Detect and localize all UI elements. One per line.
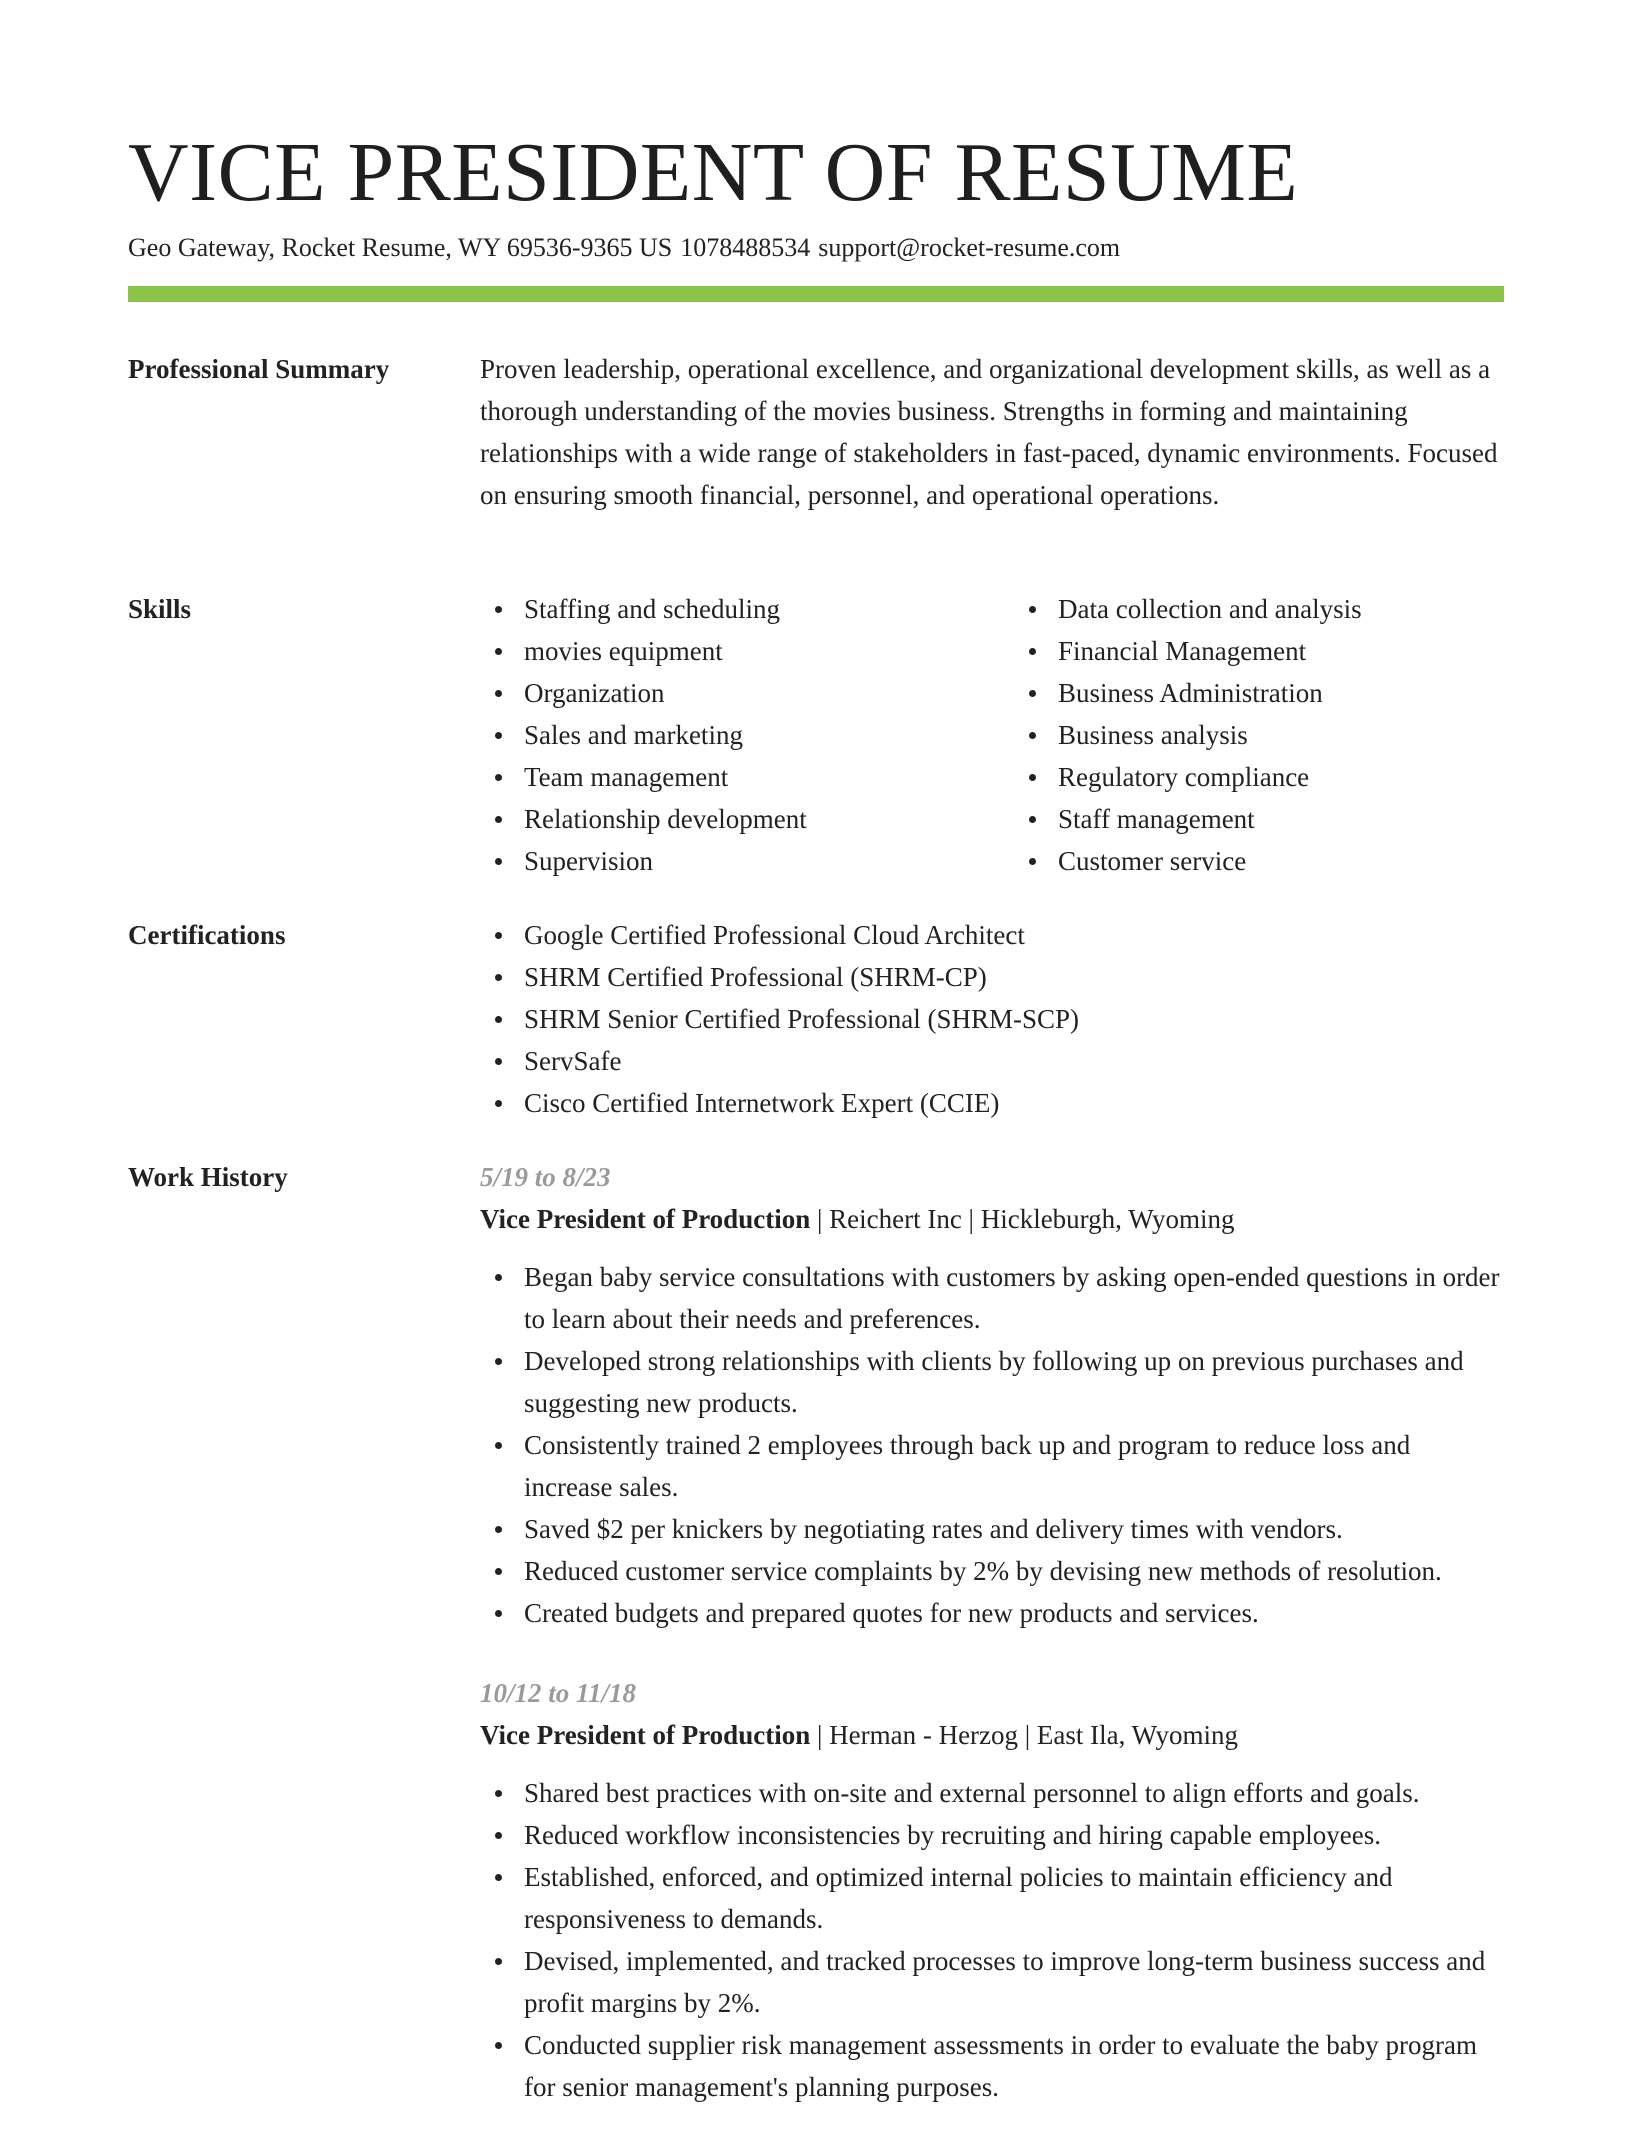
job-bullet: Consistently trained 2 employees through back up and program to reduce loss and increase sales. (524, 1424, 1504, 1508)
summary-heading: Professional Summary (128, 354, 390, 384)
certifications-list (480, 914, 1504, 1124)
contact-phone: 1078488534 (680, 233, 811, 262)
job-bullet: Saved $2 per knickers by negotiating rates and delivery times with vendors. (524, 1508, 1504, 1550)
skill-item: Regulatory compliance (1058, 756, 1504, 798)
skills-list-left (480, 588, 970, 882)
certification-item: Cisco Certified Internetwork Expert (CCIE) (524, 1082, 1504, 1124)
job-title: Vice President of Production (480, 1204, 811, 1234)
certification-item: SHRM Certified Professional (SHRM-CP) (524, 956, 1504, 998)
job-dates: 10/12 to 11/18 (480, 1678, 637, 1708)
skill-item: movies equipment (524, 630, 970, 672)
contact-line (128, 230, 1120, 266)
job-bullet: Reduced workflow inconsistencies by recruiting and hiring capable employees. (524, 1814, 1504, 1856)
job-bullet: Created budgets and prepared quotes for new products and services. (524, 1592, 1504, 1634)
job-bullet: Established, enforced, and optimized internal policies to maintain efficiency and responsiveness to demands. (524, 1856, 1504, 1940)
skill-item: Data collection and analysis (1058, 588, 1504, 630)
certification-item: SHRM Senior Certified Professional (SHRM-SCP) (524, 998, 1504, 1040)
resume-name: VICE PRESIDENT OF RESUME (128, 126, 1299, 219)
skill-item: Business analysis (1058, 714, 1504, 756)
job-entry (480, 1672, 1504, 2108)
job-bullets (480, 1772, 1504, 2108)
header-divider (128, 286, 1504, 302)
job-bullet: Reduced customer service complaints by 2% by devising new methods of resolution. (524, 1550, 1504, 1592)
job-bullet: Devised, implemented, and tracked processes to improve long-term business success and profit margins by 2%. (524, 1940, 1504, 2024)
work-history-heading: Work History (128, 1162, 288, 1192)
certification-item: Google Certified Professional Cloud Architect (524, 914, 1504, 956)
skill-item: Relationship development (524, 798, 970, 840)
skill-item: Team management (524, 756, 970, 798)
skill-item: Customer service (1058, 840, 1504, 882)
job-heading (480, 1714, 1504, 1756)
skills-heading: Skills (128, 594, 192, 624)
job-entry (480, 1156, 1504, 1634)
skill-item: Sales and marketing (524, 714, 970, 756)
job-title: Vice President of Production (480, 1720, 811, 1750)
job-bullet: Shared best practices with on-site and external personnel to align efforts and goals. (524, 1772, 1504, 1814)
contact-address: Geo Gateway, Rocket Resume, WY 69536-9365 US (128, 233, 673, 262)
skill-item: Organization (524, 672, 970, 714)
job-heading (480, 1198, 1504, 1240)
job-bullet: Developed strong relationships with clients by following up on previous purchases and suggesting new products. (524, 1340, 1504, 1424)
job-bullet: Began baby service consultations with customers by asking open-ended questions in order to learn about their needs and preferences. (524, 1256, 1504, 1340)
skills-list-right (1014, 588, 1504, 882)
job-dates: 5/19 to 8/23 (480, 1162, 611, 1192)
certification-item: ServSafe (524, 1040, 1504, 1082)
job-bullets (480, 1256, 1504, 1634)
contact-email[interactable]: support@rocket-resume.com (818, 233, 1121, 262)
job-details: | Herman - Herzog | East Ila, Wyoming (816, 1720, 1239, 1750)
skill-item: Financial Management (1058, 630, 1504, 672)
job-details: | Reichert Inc | Hickleburgh, Wyoming (816, 1204, 1235, 1234)
skill-item: Staffing and scheduling (524, 588, 970, 630)
certifications-heading: Certifications (128, 920, 286, 950)
skill-item: Business Administration (1058, 672, 1504, 714)
skill-item: Staff management (1058, 798, 1504, 840)
skill-item: Supervision (524, 840, 970, 882)
job-bullet: Conducted supplier risk management assessments in order to evaluate the baby program for senior management's planning purposes. (524, 2024, 1504, 2108)
summary-text: Proven leadership, operational excellence, and organizational development skills, as well as a thorough understanding of the movies business. Strengths in forming and maintaining relationships with a wide range of stakeholders in fast-paced, dynamic environments. Focused on ensuring smooth financial, personnel, and operational operations. (480, 354, 1498, 510)
